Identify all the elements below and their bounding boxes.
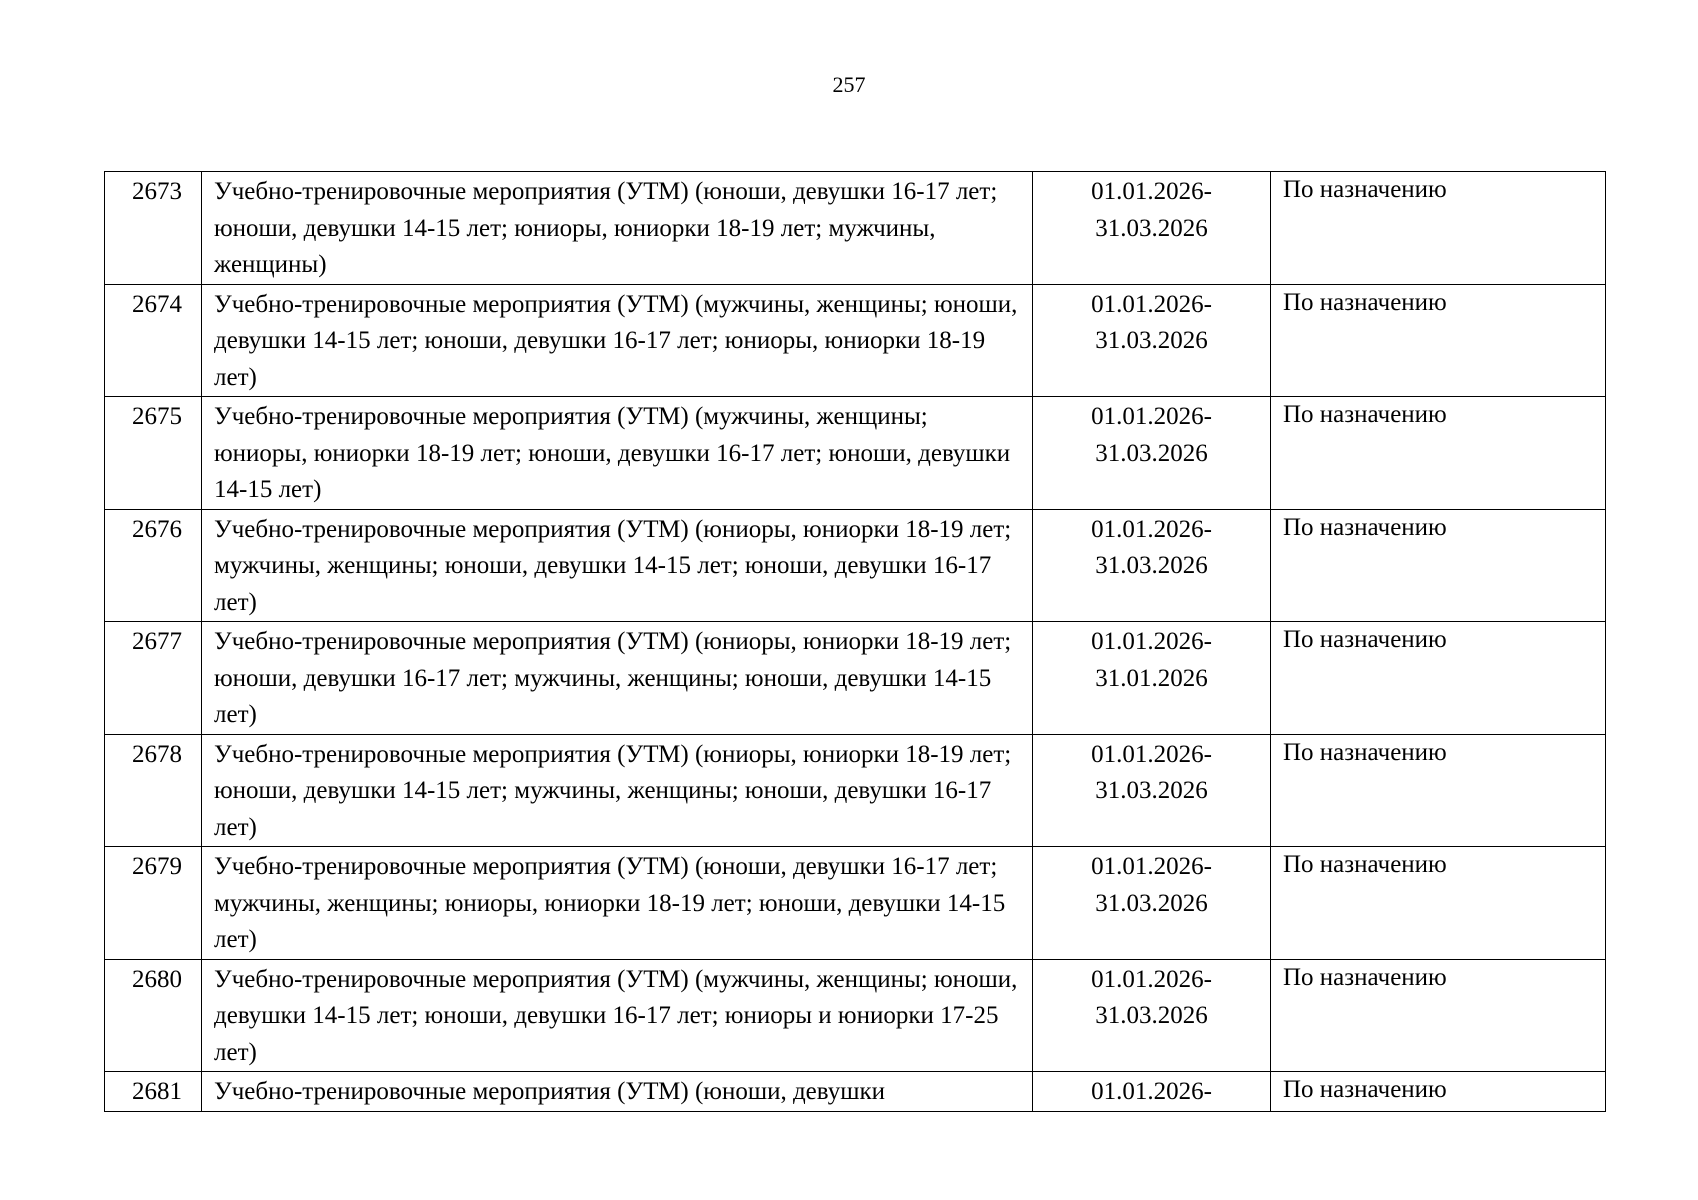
date-end: 31.03.2026 [1095,1002,1208,1029]
event-responsible: По назначению [1271,847,1606,960]
page-number: 257 [832,72,866,97]
row-number: 2678 [132,740,182,768]
event-responsible: По назначению [1271,172,1606,285]
row-number-cell [105,397,202,510]
row-number-cell [105,959,202,1072]
date-start: 01.01.2026- [1091,853,1212,880]
row-number-cell [105,847,202,960]
row-number: 2675 [132,403,182,430]
event-dates [1033,734,1271,847]
table-row [105,622,1606,735]
event-responsible: По назначению [1271,284,1606,397]
row-number: 2673 [132,178,182,205]
event-responsible: По назначению [1271,734,1606,847]
row-number-cell [105,622,202,735]
row-number: 2676 [132,515,182,543]
event-dates [1033,622,1271,735]
row-number-cell [105,734,202,847]
date-end: 31.03.2026 [1095,214,1208,242]
event-dates [1033,1072,1271,1112]
event-dates [1033,284,1271,397]
date-end: 31.03.2026 [1095,439,1208,467]
event-name: Учебно-тренировочные мероприятия (УТМ) (юниоры, юниорки 18-19 лет; мужчины, женщины; юноши, девушки 14-15 лет; юноши, девушки 16-17 лет) [202,509,1033,622]
date-end: 31.03.2026 [1095,777,1208,804]
row-number-cell [105,1072,202,1112]
event-name: Учебно-тренировочные мероприятия (УТМ) (юноши, девушки 16-17 лет; мужчины, женщины; юниоры, юниорки 18-19 лет; юноши, девушки 14-15 лет) [202,847,1033,960]
event-name: Учебно-тренировочные мероприятия (УТМ) (юниоры, юниорки 18-19 лет; юноши, девушки 16-17 лет; мужчины, женщины; юноши, девушки 14-15 лет) [202,622,1033,735]
event-name: Учебно-тренировочные мероприятия (УТМ) (мужчины, женщины; юноши, девушки 14-15 лет; юноши, девушки 16-17 лет; юниоры и юниорки 17-25 лет) [202,959,1033,1072]
row-number: 2681 [132,1078,182,1105]
row-number: 2680 [132,965,182,993]
event-dates [1033,959,1271,1072]
event-responsible: По назначению [1271,959,1606,1072]
table-row [105,509,1606,622]
event-dates [1033,509,1271,622]
event-name: Учебно-тренировочные мероприятия (УТМ) (юниоры, юниорки 18-19 лет; юноши, девушки 14-15 лет; мужчины, женщины; юноши, девушки 16-17 лет) [202,734,1033,847]
event-name: Учебно-тренировочные мероприятия (УТМ) (мужчины, женщины; юниоры, юниорки 18-19 лет; юноши, девушки 16-17 лет; юноши, девушки 14-15 лет) [202,397,1033,510]
row-number: 2677 [132,628,182,655]
event-responsible: По назначению [1271,397,1606,510]
table-row [105,734,1606,847]
event-responsible: По назначению [1271,1072,1606,1112]
date-end: 31.01.2026 [1095,664,1208,692]
event-name: Учебно-тренировочные мероприятия (УТМ) (юноши, девушки 16-17 лет; юноши, девушки 14-15 лет; юниоры, юниорки 18-19 лет; мужчины, женщины) [202,172,1033,285]
event-dates [1033,847,1271,960]
event-responsible: По назначению [1271,509,1606,622]
row-number-cell [105,509,202,622]
date-start: 01.01.2026- [1091,1078,1212,1105]
date-start: 01.01.2026- [1091,740,1212,768]
date-start: 01.01.2026- [1091,628,1212,655]
row-number-cell [105,284,202,397]
row-number-cell [105,172,202,285]
date-end: 31.03.2026 [1095,552,1208,579]
row-number: 2674 [132,290,182,318]
event-dates [1033,397,1271,510]
table-row [105,397,1606,510]
event-name: Учебно-тренировочные мероприятия (УТМ) (юноши, девушки [202,1072,1033,1112]
event-responsible: По назначению [1271,622,1606,735]
row-number: 2679 [132,853,182,880]
event-name: Учебно-тренировочные мероприятия (УТМ) (мужчины, женщины; юноши, девушки 14-15 лет; юноши, девушки 16-17 лет; юниоры, юниорки 18-19 лет) [202,284,1033,397]
date-start: 01.01.2026- [1091,403,1212,430]
date-start: 01.01.2026- [1091,290,1212,318]
event-dates [1033,172,1271,285]
table-row [105,284,1606,397]
date-start: 01.01.2026- [1091,965,1212,993]
table-row [105,847,1606,960]
events-table-body [105,172,1606,1112]
table-row [105,172,1606,285]
date-start: 01.01.2026- [1091,515,1212,543]
table-row [105,959,1606,1072]
date-end: 31.03.2026 [1095,327,1208,354]
table-row [105,1072,1606,1112]
date-start: 01.01.2026- [1091,178,1212,205]
date-end: 31.03.2026 [1095,889,1208,917]
events-table [104,171,1606,1112]
